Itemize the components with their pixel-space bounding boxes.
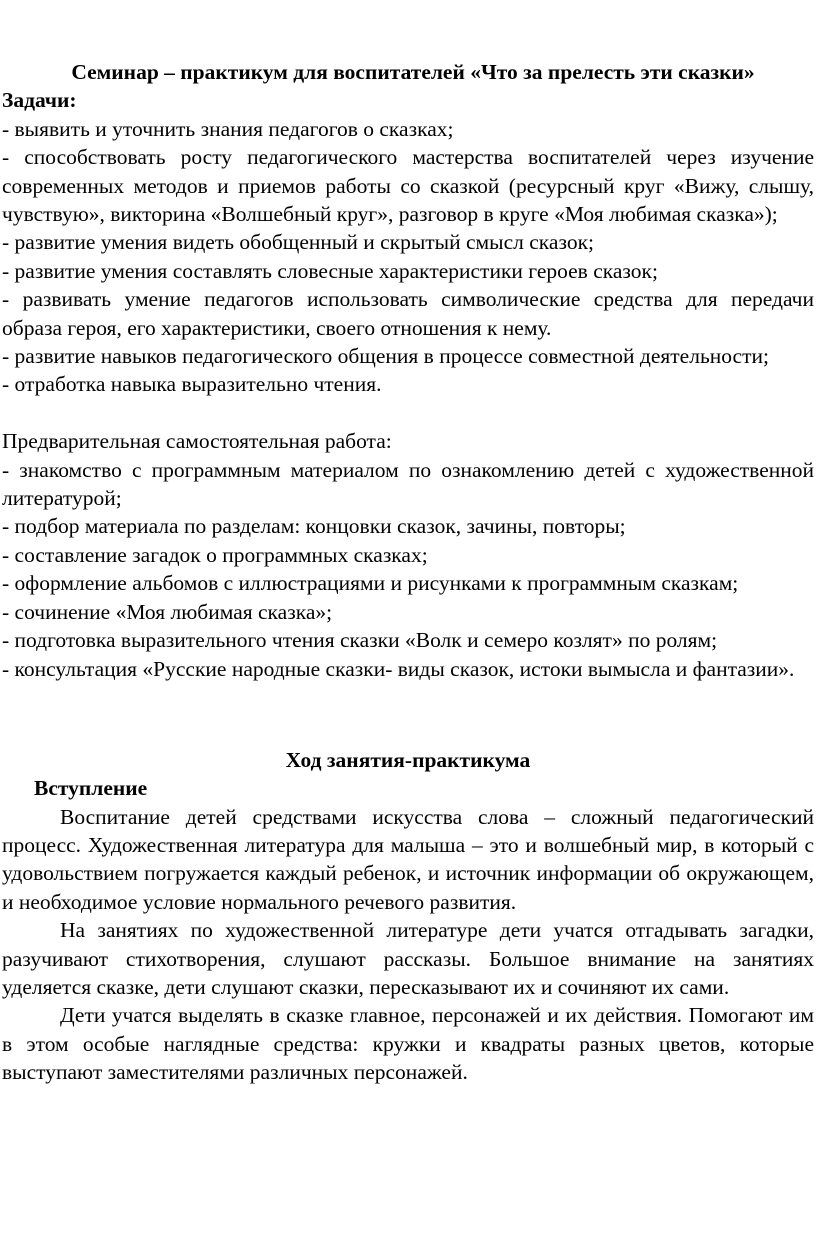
preliminary-heading: Предварительная самостоятельная работа: bbox=[2, 429, 392, 454]
course-paragraph: Дети учатся выделять в сказке главное, персонажей и их действия. Помогают им в этом особые наглядные средства: кружки и квадраты разных цветов, которые выступают заместителями различных персонажей. bbox=[2, 1003, 814, 1085]
tasks-item: - выявить и уточнить знания педагогов о сказках; bbox=[2, 116, 454, 141]
tasks-item: - способствовать росту педагогического мастерства воспитателей через изучение современных методов и приемов работы со сказкой (ресурсный круг «Вижу, слышу, чувствую», викторина «Волшебный круг», разговор в круге «Моя любимая сказка»); bbox=[2, 145, 814, 227]
course-paragraph: Воспитание детей средствами искусства слова – сложный педагогический процесс. Художественная литература для малыша – это и волшебный мир, в который с удовольствием погружается каждый ребенок, и источник информации об окружающем, и необходимое условие нормального речевого развития. bbox=[2, 804, 814, 914]
preliminary-item: - оформление альбомов с иллюстрациями и рисунками к программным сказкам; bbox=[2, 571, 739, 596]
tasks-item: - развитие навыков педагогического общения в процессе совместной деятельности; bbox=[2, 344, 769, 369]
document-title: Семинар – практикум для воспитателей «Что за прелесть эти сказки» bbox=[71, 60, 755, 84]
tasks-item: - отработка навыка выразительно чтения. bbox=[2, 372, 382, 397]
preliminary-item: - подготовка выразительного чтения сказки «Волк и семеро козлят» по ролям; bbox=[2, 628, 718, 653]
intro-heading: Вступление bbox=[34, 776, 148, 801]
course-heading: Ход занятия-практикума bbox=[285, 747, 531, 772]
preliminary-item: - знакомство с программным материалом по ознакомлению детей с художественной литературой; bbox=[2, 457, 814, 511]
tasks-heading: Задачи: bbox=[2, 88, 77, 113]
course-paragraph: На занятиях по художественной литературе дети учатся отгадывать загадки, разучивают стихотворения, слушают рассказы. Большое внимание на занятиях уделяется сказке, дети слушают сказки, пересказывают их и сочиняют их сами. bbox=[2, 918, 814, 999]
preliminary-item: - сочинение «Моя любимая сказка»; bbox=[2, 599, 333, 624]
tasks-item: - развитие умения составлять словесные характеристики героев сказок; bbox=[2, 258, 658, 283]
preliminary-item: - подбор материала по разделам: концовки сказок, зачины, повторы; bbox=[2, 514, 626, 539]
preliminary-item: - консультация «Русские народные сказки- виды сказок, истоки вымысла и фантазии». bbox=[2, 656, 795, 681]
spacer bbox=[2, 683, 814, 740]
spacer bbox=[2, 399, 814, 427]
tasks-item: - развивать умение педагогов использовать символические средства для передачи образа героя, его характеристики, своего отношения к нему. bbox=[2, 287, 814, 340]
preliminary-item: - составление загадок о программных сказках; bbox=[2, 542, 428, 567]
tasks-item: - развитие умения видеть обобщенный и скрытый смысл сказок; bbox=[2, 230, 594, 255]
